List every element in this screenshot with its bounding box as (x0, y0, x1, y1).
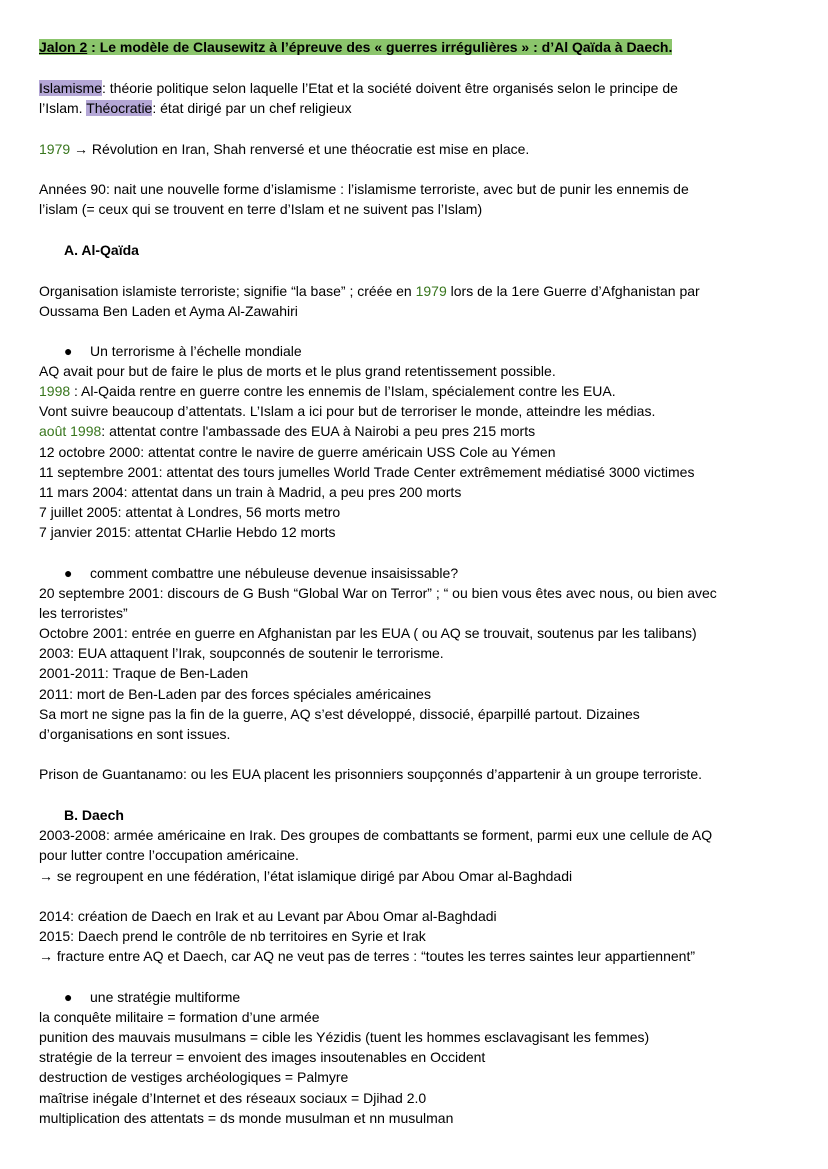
paragraph-line: → se regroupent en une fédération, l’état islamique dirigé par Abou Omar al-Baghdadi (39, 868, 573, 884)
paragraph-line: 1998 : Al-Qaida rentre en guerre contre les ennemis de l’Islam, spécialement contre les EUA. (39, 383, 616, 399)
section-heading-al-qaida: A. Al-Qaïda (64, 242, 139, 258)
title-prefix: Jalon 2 (39, 39, 88, 55)
paragraph-line: d’organisations en sont issues. (39, 726, 231, 742)
paragraph-line: Prison de Guantanamo: ou les EUA placent les prisonniers soupçonnés d’appartenir à un groupe terroriste. (39, 766, 703, 782)
paragraph-line: les terroristes” (39, 605, 128, 621)
paragraph-line: 2003: EUA attaquent l’Irak, soupconnés de soutenir le terrorisme. (39, 645, 444, 661)
paragraph-line: punition des mauvais musulmans = cible les Yézidis (tuent les hommes esclavagisant les femmes) (39, 1029, 650, 1045)
paragraph-line: août 1998: attentat contre l'ambassade des EUA à Nairobi a peu pres 215 morts (39, 423, 536, 439)
paragraph-line: stratégie de la terreur = envoient des images insoutenables en Occident (39, 1049, 486, 1065)
page-title (39, 38, 672, 56)
paragraph-line: multiplication des attentats = ds monde musulman et nn musulman (39, 1110, 454, 1126)
line-1979: 1979 → Révolution en Iran, Shah renversé et une théocratie est mise en place. (39, 141, 530, 157)
date-aout-1998: août 1998 (39, 423, 102, 439)
term-islamisme: Islamisme (39, 80, 103, 96)
bullet-icon: ● (64, 343, 73, 359)
term-theocratie: Théocratie (86, 100, 153, 116)
paragraph-line: pour lutter contre l’occupation américaine. (39, 847, 299, 863)
paragraph-line: la conquête militaire = formation d’une armée (39, 1009, 320, 1025)
paragraph-line: Années 90: nait une nouvelle forme d’islamisme : l’islamisme terroriste, avec but de punir les ennemis de (39, 181, 689, 197)
paragraph-line: Octobre 2001: entrée en guerre en Afghanistan par les EUA ( ou AQ se trouvait, soutenus par les talibans) (39, 625, 697, 641)
paragraph-line: 2003-2008: armée américaine en Irak. Des groupes de combattants se forment, parmi eux une cellule de AQ (39, 827, 713, 843)
bullet-icon: ● (64, 565, 73, 581)
paragraph-line: 12 octobre 2000: attentat contre le navire de guerre américain USS Cole au Yémen (39, 444, 556, 460)
paragraph-line: 2015: Daech prend le contrôle de nb territoires en Syrie et Irak (39, 928, 426, 944)
paragraph-line: 2014: création de Daech en Irak et au Levant par Abou Omar al-Baghdadi (39, 908, 497, 924)
paragraph-line: Organisation islamiste terroriste; signifie “la base” ; créée en 1979 lors de la 1ere Guerre d’Afghanistan par (39, 283, 700, 299)
bullet-icon: ● (64, 989, 73, 1005)
paragraph-line: Vont suivre beaucoup d’attentats. L’Islam a ici pour but de terroriser le monde, atteindre les médias. (39, 403, 656, 419)
paragraph-line: 7 juillet 2005: attentat à Londres, 56 morts metro (39, 504, 341, 520)
date-1998: 1998 (39, 383, 71, 399)
paragraph-line: 20 septembre 2001: discours de G Bush “Global War on Terror” ; “ ou bien vous êtes avec nous, ou bien avec (39, 585, 717, 601)
section-heading-daech: B. Daech (64, 807, 124, 823)
paragraph-line: maîtrise inégale d’Internet et des réseaux sociaux = Djihad 2.0 (39, 1090, 427, 1106)
paragraph-line: → fracture entre AQ et Daech, car AQ ne veut pas de terres : “toutes les terres saintes leur appartiennent” (39, 948, 695, 964)
definition-theocratie: l’Islam. Théocratie: état dirigé par un chef religieux (39, 100, 352, 116)
paragraph-line: destruction de vestiges archéologiques = Palmyre (39, 1069, 349, 1085)
paragraph-line: l’islam (= ceux qui se trouvent en terre d’Islam et ne suivent pas l’Islam) (39, 201, 483, 217)
paragraph-line: 11 septembre 2001: attentat des tours jumelles World Trade Center extrêmement médiatisé 3000 victimes (39, 464, 695, 480)
paragraph-line: Oussama Ben Laden et Ayma Al-Zawahiri (39, 303, 298, 319)
definition-islamisme: Islamisme: théorie politique selon laquelle l’Etat et la société doivent être organisés selon le principe de (39, 80, 678, 96)
paragraph-line: 11 mars 2004: attentat dans un train à Madrid, a peu pres 200 morts (39, 484, 462, 500)
paragraph-line: 2001-2011: Traque de Ben-Laden (39, 665, 249, 681)
date-1979: 1979 (415, 283, 447, 299)
bullet-item: ● Un terrorisme à l’échelle mondiale (64, 343, 302, 359)
paragraph-line: Sa mort ne signe pas la fin de la guerre, AQ s’est développé, dissocié, éparpillé partout. Dizaines (39, 706, 640, 722)
bullet-item: ● une stratégie multiforme (64, 989, 241, 1005)
date-1979: 1979 (39, 141, 71, 157)
paragraph-line: 7 janvier 2015: attentat CHarlie Hebdo 12 morts (39, 524, 336, 540)
paragraph-line: 2011: mort de Ben-Laden par des forces spéciales américaines (39, 686, 431, 702)
bullet-item: ● comment combattre une nébuleuse devenue insaisissable? (64, 565, 459, 581)
paragraph-line: AQ avait pour but de faire le plus de morts et le plus grand retentissement possible. (39, 363, 556, 379)
title-text: : Le modèle de Clausewitz à l’épreuve des « guerres irrégulières » : d’Al Qaïda à Daech. (87, 39, 673, 55)
